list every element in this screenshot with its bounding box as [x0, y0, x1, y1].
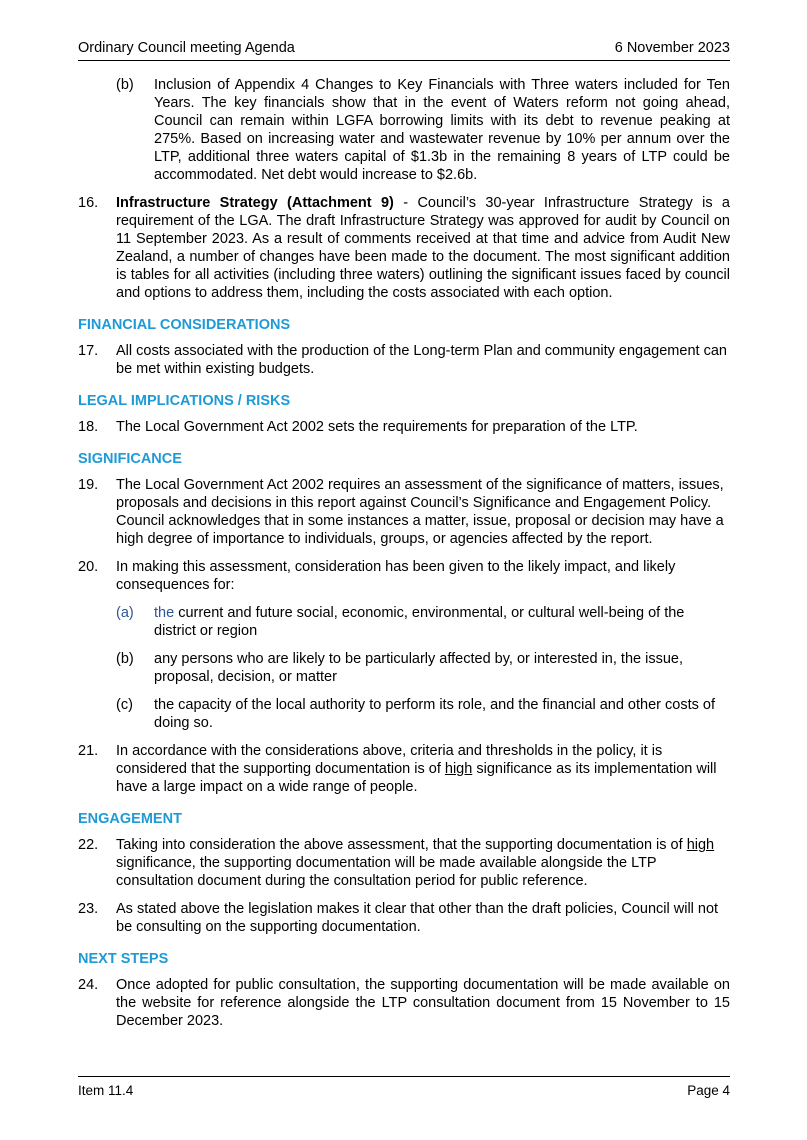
- list-item-text: current and future social, economic, environmental, or cultural well-being of the district or region: [154, 605, 685, 639]
- page-footer: [78, 1076, 730, 1098]
- underlined-word: high: [444, 761, 473, 777]
- paragraph-text: - Council’s 30-year Infrastructure Strategy is a requirement of the LGA. The draft Infrastructure Strategy was approved for audit by Council on 11 September 2023. As a result of comments received at that time and advice from Audit New Zealand, a number of changes have been made to the document. The most significant addition is tables for all activities (including three waters) outlining the significant issues faced by council and options to address them, including the costs associated with each option.: [116, 195, 731, 301]
- infrastructure-strategy-title: Infrastructure Strategy (Attachment 9): [116, 195, 394, 211]
- paragraph-number: 16.: [78, 195, 99, 211]
- paragraph-18: [78, 418, 730, 436]
- paragraph-text: The Local Government Act 2002 sets the requirements for preparation of the LTP.: [116, 419, 638, 435]
- legal-heading: LEGAL IMPLICATIONS / RISKS: [78, 393, 291, 409]
- paragraph-number: 17.: [78, 343, 99, 359]
- paragraph-20: [78, 558, 730, 594]
- paragraph-text: Once adopted for public consultation, the supporting documentation will be made available on the website for reference alongside the LTP consultation document from 15 November to 15 December 2023.: [116, 977, 730, 1029]
- financial-heading: FINANCIAL CONSIDERATIONS: [78, 317, 291, 333]
- footer-page-number: Page 4: [687, 1083, 730, 1098]
- list-item-number: (a): [116, 605, 134, 621]
- significance-heading: SIGNIFICANCE: [78, 451, 182, 467]
- list-item-text: Inclusion of Appendix 4 Changes to Key Financials with Three waters included for Ten Years. The key financials show that in the event of Waters reform not going ahead, Council can remain within LGFA borrowing limits with its debt to revenue peaking at 275%. Based on increasing water and wastewater revenue by 10% per annum over the LTP, additional three waters capital of $1.3b in the remaining 8 years of LTP could be accommodated. Net debt would increase to $2.6b.: [154, 77, 730, 183]
- paragraph-number: 23.: [78, 901, 99, 917]
- paragraph-number: 21.: [78, 743, 99, 759]
- paragraph-number: 24.: [78, 977, 99, 993]
- list-item-number: (b): [116, 77, 134, 93]
- list-item-b2: [78, 650, 730, 686]
- next-steps-heading: NEXT STEPS: [78, 951, 169, 967]
- header-date: 6 November 2023: [614, 40, 730, 56]
- list-item-b: [78, 76, 730, 184]
- list-item-text: any persons who are likely to be particularly affected by, or interested in, the issue, proposal, decision, or matter: [154, 651, 683, 685]
- paragraph-text: All costs associated with the production of the Long-term Plan and community engagement can be met within existing budgets.: [116, 343, 727, 377]
- engagement-heading: ENGAGEMENT: [78, 811, 182, 827]
- paragraph-text: Taking into consideration the above assessment, that the supporting documentation is of: [116, 837, 687, 853]
- list-item-text: the capacity of the local authority to perform its role, and the financial and other costs of doing so.: [154, 697, 715, 731]
- header-title: Ordinary Council meeting Agenda: [78, 40, 295, 56]
- paragraph-text-end: significance, the supporting documentation will be made available alongside the LTP consultation document during the consultation period for public reference.: [116, 855, 657, 889]
- paragraph-text: The Local Government Act 2002 requires an assessment of the significance of matters, issues, proposals and decisions in this report against Council’s Significance and Engagement Policy. Council acknowledges that in some instances a matter, issue, proposal or decision may have a high degree of importance to individuals, groups, or agencies affected by the report.: [116, 477, 724, 547]
- paragraph-number: 22.: [78, 837, 99, 853]
- paragraph-text-end: significance as its implementation will have a large impact on a wide range of people.: [116, 761, 717, 795]
- list-item-lead-word: the: [154, 605, 175, 621]
- paragraph-21: [78, 742, 730, 796]
- footer-item: Item 11.4: [78, 1083, 134, 1098]
- paragraph-23: [78, 900, 730, 936]
- page-header: [78, 38, 730, 61]
- paragraph-number: 20.: [78, 559, 99, 575]
- paragraph-number: 18.: [78, 419, 99, 435]
- list-item-number: (b): [116, 651, 134, 667]
- list-item-number: (c): [116, 697, 133, 713]
- paragraph-19: [78, 476, 730, 548]
- list-item-a: [78, 604, 730, 640]
- paragraph-16: [78, 194, 730, 302]
- document-body: [78, 76, 730, 1040]
- paragraph-24: [78, 976, 730, 1030]
- paragraph-text: In making this assessment, consideration has been given to the likely impact, and likely consequences for:: [116, 559, 676, 593]
- paragraph-22: [78, 836, 730, 890]
- list-item-c: [78, 696, 730, 732]
- underlined-word: high: [686, 837, 715, 853]
- paragraph-17: [78, 342, 730, 378]
- paragraph-text: As stated above the legislation makes it clear that other than the draft policies, Council will not be consulting on the supporting documentation.: [116, 901, 719, 935]
- paragraph-number: 19.: [78, 477, 99, 493]
- paragraph-text: In accordance with the considerations above, criteria and thresholds in the policy, it is considered that the supporting documentation is of: [116, 743, 663, 777]
